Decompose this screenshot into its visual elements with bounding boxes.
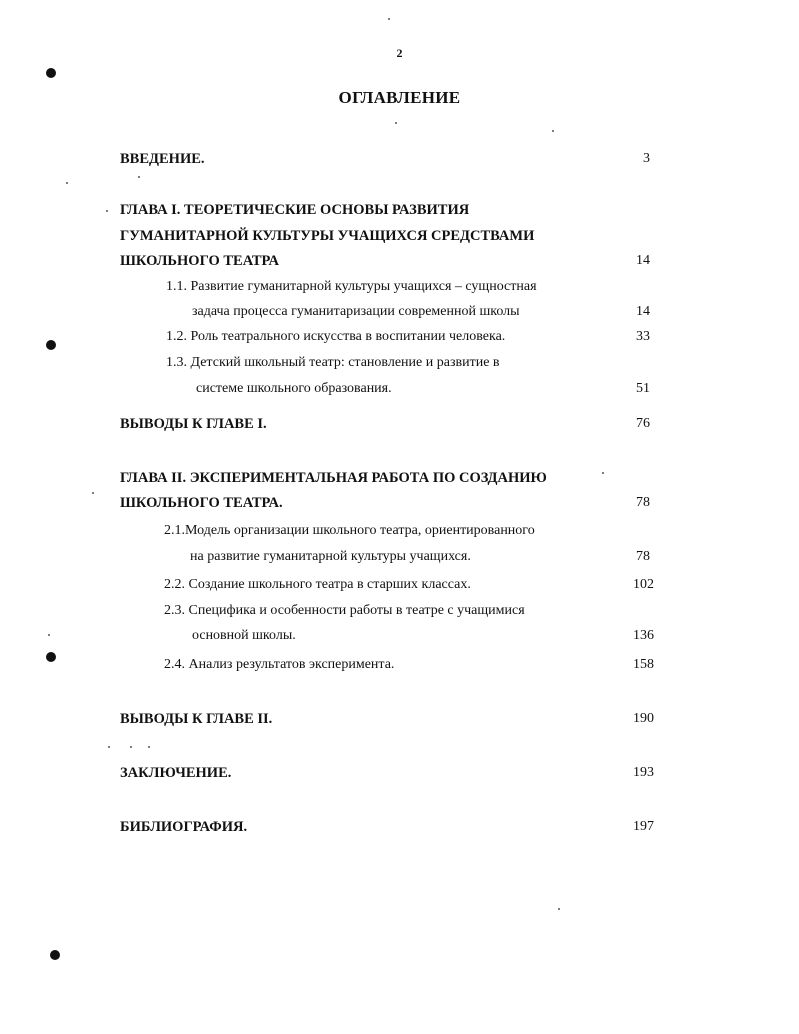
toc-ch1-title-line2: ГУМАНИТАРНОЙ КУЛЬТУРЫ УЧАЩИХСЯ СРЕДСТВАМИ — [120, 228, 535, 244]
punch-hole-mark — [46, 68, 56, 78]
toc-ch2-s1-line2: на развитие гуманитарной культуры учащихся. — [190, 549, 471, 564]
toc-ch2-conclusions-page: 190 — [633, 711, 654, 726]
toc-ch2-s4-page: 158 — [633, 657, 654, 672]
toc-ch2-title-line2: ШКОЛЬНОГО ТЕАТРА. — [120, 495, 283, 511]
toc-conclusion-page: 193 — [633, 765, 654, 780]
toc-ch2-s1-page: 78 — [636, 549, 650, 564]
toc-ch2-s2-page: 102 — [633, 577, 654, 592]
punch-hole-mark — [46, 652, 56, 662]
punch-hole-mark — [50, 950, 60, 960]
toc-conclusion-label: ЗАКЛЮЧЕНИЕ. — [120, 765, 232, 781]
toc-intro-page: 3 — [643, 151, 650, 166]
toc-ch2-title-line1: ГЛАВА II. ЭКСПЕРИМЕНТАЛЬНАЯ РАБОТА ПО СОЗДАНИЮ — [120, 470, 547, 486]
toc-ch2-s3-line2: основной школы. — [192, 628, 296, 643]
toc-ch1-s3-page: 51 — [636, 381, 650, 396]
scan-speck — [558, 908, 560, 910]
toc-ch2-s3-page: 136 — [633, 628, 654, 643]
toc-ch2-s3-line1: 2.3. Специфика и особенности работы в театре с учащимися — [164, 603, 525, 618]
toc-intro-label: ВВЕДЕНИЕ. — [120, 151, 205, 167]
scan-speck — [92, 492, 94, 494]
toc-ch1-s1-line1: 1.1. Развитие гуманитарной культуры учащихся – сущностная — [166, 279, 537, 294]
toc-ch1-s1-line2: задача процесса гуманитаризации современной школы — [192, 304, 520, 319]
toc-ch1-page: 14 — [636, 253, 650, 268]
scan-speck — [138, 176, 140, 178]
scan-speck — [388, 18, 390, 20]
scan-speck — [106, 210, 108, 212]
toc-ch1-title-line3: ШКОЛЬНОГО ТЕАТРА — [120, 253, 280, 269]
toc-ch1-conclusions: ВЫВОДЫ К ГЛАВЕ I. — [120, 416, 267, 432]
toc-ch1-title-line1: ГЛАВА I. ТЕОРЕТИЧЕСКИЕ ОСНОВЫ РАЗВИТИЯ — [120, 202, 470, 218]
scan-speck — [66, 182, 68, 184]
toc-ch2-s1-line1: 2.1.Модель организации школьного театра, ориентированного — [164, 523, 535, 538]
scan-speck — [395, 122, 397, 124]
toc-ch2-s2: 2.2. Создание школьного театра в старших классах. — [164, 577, 471, 592]
scan-speck — [148, 746, 150, 748]
toc-ch1-s2: 1.2. Роль театрального искусства в воспитании человека. — [166, 329, 506, 344]
toc-bibliography-label: БИБЛИОГРАФИЯ. — [120, 819, 248, 835]
toc-ch1-s1-page: 14 — [636, 304, 650, 319]
scan-speck — [48, 634, 50, 636]
scan-speck — [602, 472, 604, 474]
scan-speck — [130, 746, 132, 748]
toc-ch2-s4: 2.4. Анализ результатов эксперимента. — [164, 657, 395, 672]
toc-ch1-conclusions-page: 76 — [636, 416, 650, 431]
page-title: ОГЛАВЛЕНИЕ — [338, 88, 461, 107]
scan-speck — [552, 130, 554, 132]
toc-ch1-s3-line1: 1.3. Детский школьный театр: становление и развитие в — [166, 355, 500, 370]
punch-hole-mark — [46, 340, 56, 350]
toc-ch2-conclusions: ВЫВОДЫ К ГЛАВЕ II. — [120, 711, 273, 727]
toc-bibliography-page: 197 — [633, 819, 654, 834]
page-number: 2 — [396, 46, 403, 60]
scan-speck — [108, 746, 110, 748]
toc-ch2-page: 78 — [636, 495, 650, 510]
toc-ch1-s3-line2: системе школьного образования. — [196, 381, 392, 396]
toc-ch1-s2-page: 33 — [636, 329, 650, 344]
